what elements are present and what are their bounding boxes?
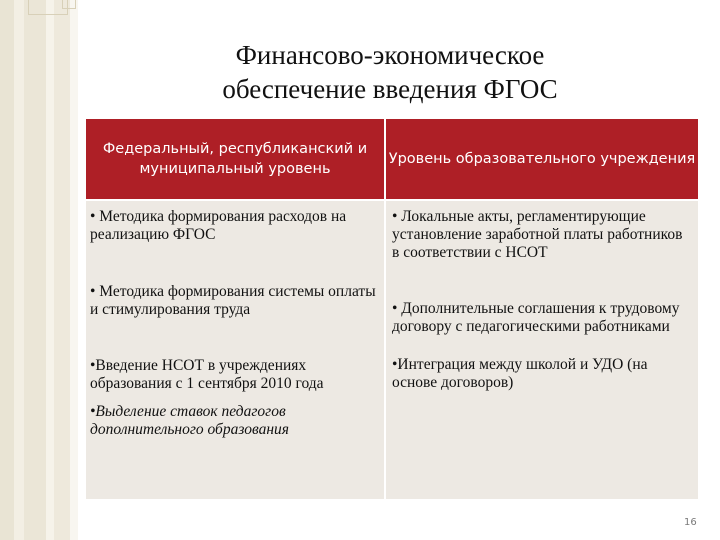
- deco-band: [14, 0, 24, 540]
- comparison-table: [86, 119, 698, 499]
- list-item: •Введение НСОТ в учреждениях образования с 1 сентября 2010 года: [90, 357, 324, 392]
- deco-band: [70, 0, 78, 540]
- list-item: • Методика формирования расходов на реализацию ФГОС: [90, 208, 347, 243]
- list-item: • Методика формирования системы оплаты и стимулирования труда: [90, 283, 376, 318]
- deco-band: [24, 0, 46, 540]
- list-item: • Дополнительные соглашения к трудовому договору с педагогическими работниками: [392, 300, 680, 335]
- title-line-2: обеспечение введения ФГОС: [222, 74, 558, 105]
- deco-band: [54, 0, 70, 540]
- slide-title: [140, 38, 640, 106]
- table-header-row: [86, 119, 698, 199]
- decorative-side-strip: [0, 0, 78, 540]
- list-item: •Выделение ставок педагогов дополнительного образования: [90, 403, 289, 438]
- page-number: 16: [684, 517, 697, 528]
- institution-level-cell: [386, 201, 698, 499]
- deco-band: [0, 0, 14, 540]
- title-line-1: Финансово-экономическое: [235, 40, 545, 71]
- header-federal-level: Федеральный, республиканский и муниципальный уровень: [102, 141, 368, 177]
- list-item: • Локальные акты, регламентирующие установление заработной платы работников в соответствии с НСОТ: [392, 208, 683, 261]
- federal-level-cell: [86, 201, 384, 499]
- list-item: •Интеграция между школой и УДО (на основе договоров): [392, 356, 648, 391]
- header-institution-level: Уровень образовательного учреждения: [388, 151, 696, 167]
- deco-band: [46, 0, 54, 540]
- deco-square: [62, 0, 76, 9]
